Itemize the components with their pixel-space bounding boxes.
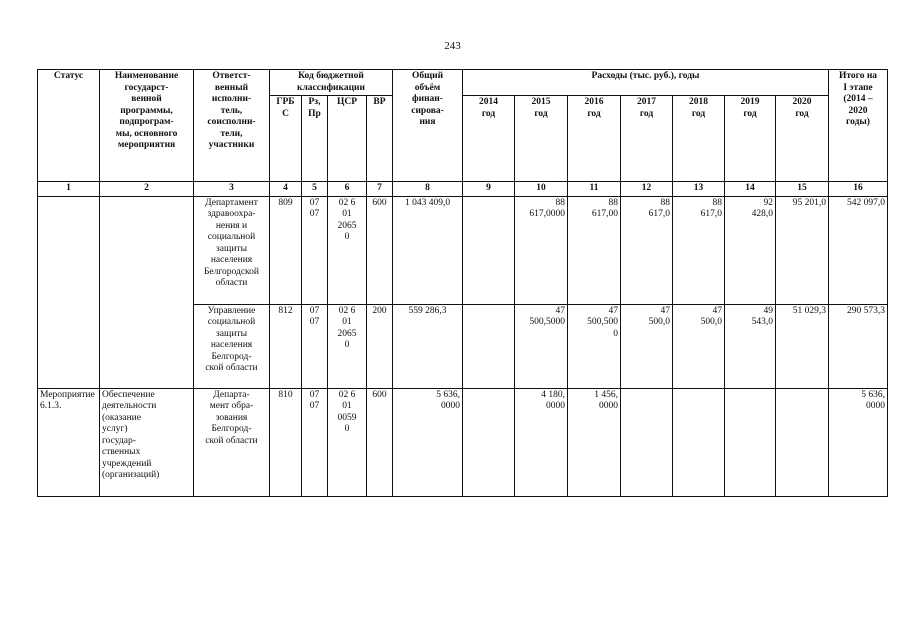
header-csr: ЦСР xyxy=(328,96,367,182)
rzpr-cell: 07 07 xyxy=(302,304,328,388)
year-2018-cell xyxy=(673,388,725,496)
year-2019-cell: 49 543,0 xyxy=(725,304,776,388)
column-number: 13 xyxy=(673,182,725,197)
executor-cell: Департа- мент обра- зования Белгород- ской области xyxy=(194,388,270,496)
name-cell: Обеспечение деятельности (оказание услуг) государ- ственных учреждений (организаций) xyxy=(100,388,194,496)
header-budget-code: Код бюджетной классификации xyxy=(270,70,393,96)
stage-total-cell: 5 636, 0000 xyxy=(829,388,888,496)
grbs-cell: 809 xyxy=(270,196,302,304)
column-number: 10 xyxy=(515,182,568,197)
grbs-cell: 810 xyxy=(270,388,302,496)
csr-cell: 02 6 01 2065 0 xyxy=(328,304,367,388)
year-2015-cell: 88 617,0000 xyxy=(515,196,568,304)
year-2016-cell: 88 617,00 xyxy=(568,196,621,304)
status-cell-empty xyxy=(38,196,100,388)
year-2019-cell: 92 428,0 xyxy=(725,196,776,304)
year-2014-cell xyxy=(463,196,515,304)
executor-cell: Управление социальной защиты населения Белгород- ской области xyxy=(194,304,270,388)
year-2018-cell: 47 500,0 xyxy=(673,304,725,388)
column-number: 1 xyxy=(38,182,100,197)
column-number: 11 xyxy=(568,182,621,197)
year-2016-cell: 1 456, 0000 xyxy=(568,388,621,496)
header-year-2017: 2017 год xyxy=(621,96,673,182)
year-2017-cell: 88 617,0 xyxy=(621,196,673,304)
table-row xyxy=(38,196,888,304)
header-vr: ВР xyxy=(367,96,393,182)
header-stage-total: Итого на I этапе (2014 – 2020 годы) xyxy=(829,70,888,182)
header-executor: Ответст- венный исполни- тель, соисполни- тели, участники xyxy=(194,70,270,182)
header-grbs: ГРБ С xyxy=(270,96,302,182)
header-year-2015: 2015 год xyxy=(515,96,568,182)
column-number: 2 xyxy=(100,182,194,197)
header-year-2016: 2016 год xyxy=(568,96,621,182)
year-2015-cell: 47 500,5000 xyxy=(515,304,568,388)
stage-total-cell: 290 573,3 xyxy=(829,304,888,388)
vr-cell: 600 xyxy=(367,388,393,496)
header-status: Статус xyxy=(38,70,100,182)
executor-cell: Департамент здравоохра- нения и социальной защиты населения Белгородской области xyxy=(194,196,270,304)
column-number-row xyxy=(38,182,888,197)
header-rzpr: Рз, Пр xyxy=(302,96,328,182)
year-2019-cell xyxy=(725,388,776,496)
name-cell-empty xyxy=(100,196,194,388)
status-cell: Мероприятие 6.1.3. xyxy=(38,388,100,496)
table-row xyxy=(38,388,888,496)
grbs-cell: 812 xyxy=(270,304,302,388)
column-number: 16 xyxy=(829,182,888,197)
column-number: 8 xyxy=(393,182,463,197)
header-expenses: Расходы (тыс. руб.), годы xyxy=(463,70,829,96)
csr-cell: 02 6 01 2065 0 xyxy=(328,196,367,304)
column-number: 12 xyxy=(621,182,673,197)
year-2014-cell xyxy=(463,304,515,388)
vr-cell: 200 xyxy=(367,304,393,388)
column-number: 15 xyxy=(776,182,829,197)
header-program-name: Наименование государст- венной программы, подпрограм- мы, основного мероприятия xyxy=(100,70,194,182)
header-year-2014: 2014 год xyxy=(463,96,515,182)
year-2017-cell xyxy=(621,388,673,496)
csr-cell: 02 6 01 0059 0 xyxy=(328,388,367,496)
total-cell: 559 286,3 xyxy=(393,304,463,388)
column-number: 5 xyxy=(302,182,328,197)
header-total-funding: Общий объём финан- сирова- ния xyxy=(393,70,463,182)
total-cell: 5 636, 0000 xyxy=(393,388,463,496)
column-number: 14 xyxy=(725,182,776,197)
year-2020-cell xyxy=(776,388,829,496)
page-number: 243 xyxy=(444,40,461,52)
year-2014-cell xyxy=(463,388,515,496)
vr-cell: 600 xyxy=(367,196,393,304)
budget-table xyxy=(37,69,888,497)
header-row-1 xyxy=(38,70,888,96)
year-2020-cell: 51 029,3 xyxy=(776,304,829,388)
column-number: 9 xyxy=(463,182,515,197)
stage-total-cell: 542 097,0 xyxy=(829,196,888,304)
total-cell: 1 043 409,0 xyxy=(393,196,463,304)
column-number: 4 xyxy=(270,182,302,197)
rzpr-cell: 07 07 xyxy=(302,388,328,496)
header-year-2020: 2020 год xyxy=(776,96,829,182)
year-2015-cell: 4 180, 0000 xyxy=(515,388,568,496)
header-year-2018: 2018 год xyxy=(673,96,725,182)
column-number: 6 xyxy=(328,182,367,197)
year-2016-cell: 47 500,500 0 xyxy=(568,304,621,388)
column-number: 7 xyxy=(367,182,393,197)
year-2018-cell: 88 617,0 xyxy=(673,196,725,304)
header-year-2019: 2019 год xyxy=(725,96,776,182)
column-number: 3 xyxy=(194,182,270,197)
rzpr-cell: 07 07 xyxy=(302,196,328,304)
year-2020-cell: 95 201,0 xyxy=(776,196,829,304)
year-2017-cell: 47 500,0 xyxy=(621,304,673,388)
